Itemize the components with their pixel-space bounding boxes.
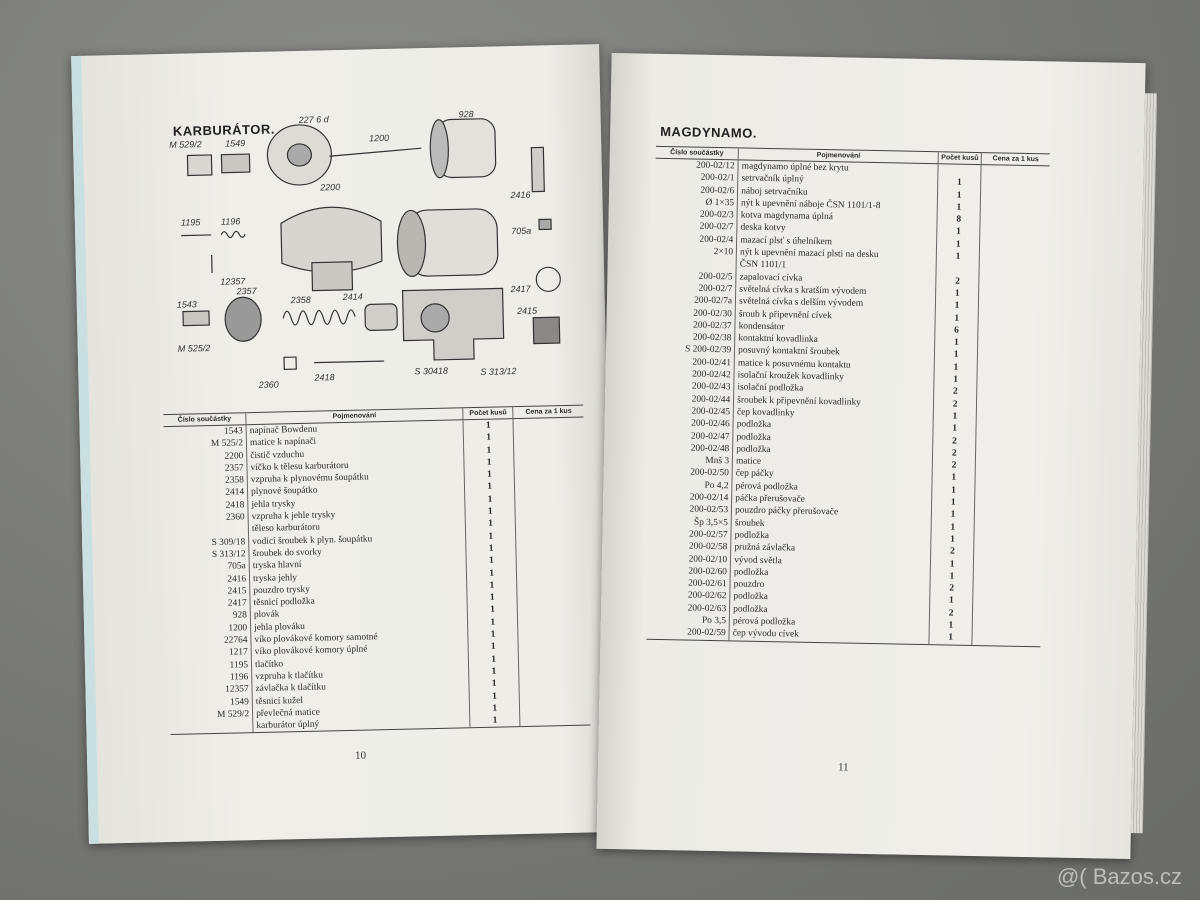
svg-text:2200: 2200 bbox=[320, 182, 341, 193]
part-count-cell: 6 bbox=[935, 324, 978, 337]
part-name-cell: posuvný kontaktní šroubek bbox=[735, 345, 935, 361]
part-name-cell: šroubek k připevnění kovadlinky bbox=[734, 394, 934, 410]
part-count-cell: 1 bbox=[931, 533, 974, 546]
part-name-cell: kontaktní kovadlinka bbox=[735, 333, 935, 349]
watermark: @( Bazos.cz bbox=[1056, 864, 1182, 889]
svg-text:1195: 1195 bbox=[180, 217, 201, 228]
part-name-cell: plynové šoupátko bbox=[247, 482, 464, 499]
part-code-cell: 1196 bbox=[229, 672, 249, 683]
part-count-cell: 1 bbox=[465, 517, 516, 530]
part-count-cell: 1 bbox=[464, 444, 515, 457]
part-count-cell: 2 bbox=[930, 607, 973, 620]
part-code-cell: 200-02/14 bbox=[689, 492, 729, 504]
svg-text:928: 928 bbox=[458, 108, 474, 120]
svg-text:S 313/12: S 313/12 bbox=[480, 366, 517, 377]
part-code-cell: 200-02/6 bbox=[700, 185, 735, 196]
part-count-cell: 1 bbox=[930, 595, 973, 608]
part-code-cell: 200-02/48 bbox=[690, 443, 730, 455]
svg-text:1200: 1200 bbox=[368, 132, 390, 144]
part-name-cell: převlečná matice bbox=[253, 703, 470, 720]
part-count-cell: 1 bbox=[467, 616, 518, 629]
part-name-cell: deska kotvy bbox=[737, 222, 937, 238]
svg-text:1549: 1549 bbox=[225, 138, 246, 149]
part-code-cell: 200-02/7 bbox=[699, 222, 734, 233]
part-code-cell: 200-02/45 bbox=[691, 406, 731, 418]
part-code-cell: 2416 bbox=[227, 573, 247, 585]
part-count-cell: 1 bbox=[933, 410, 976, 423]
part-code-cell: 200-02/46 bbox=[691, 418, 730, 430]
part-code-cell: 2418 bbox=[225, 500, 245, 511]
part-name-cell: vzpruha k jehle trysky bbox=[248, 506, 465, 523]
part-name-cell: čep kovadlinky bbox=[733, 406, 933, 422]
part-name-cell: matice k posuvnému kontaktu bbox=[734, 357, 934, 373]
part-code-cell: 1195 bbox=[229, 659, 249, 671]
part-name-cell: pouzdro bbox=[730, 578, 930, 594]
part-count-cell: 2 bbox=[936, 275, 979, 288]
part-count-cell: 2 bbox=[933, 459, 976, 472]
part-count-cell: 1 bbox=[932, 484, 975, 497]
part-count-cell: 8 bbox=[937, 213, 980, 226]
part-code-cell: S 313/12 bbox=[211, 549, 246, 560]
svg-text:S 30418: S 30418 bbox=[414, 365, 449, 377]
part-count-cell: 1 bbox=[468, 653, 519, 666]
part-name-cell: šroub k připevnění cívek bbox=[735, 308, 935, 324]
part-count-cell: 1 bbox=[470, 714, 521, 728]
part-code-cell: 200-02/1 bbox=[700, 172, 735, 184]
part-code-cell: 200-02/63 bbox=[687, 603, 727, 614]
part-code-cell: 1217 bbox=[228, 647, 248, 659]
part-name-cell: světelná cívka s delším vývodem bbox=[735, 296, 935, 312]
part-count-cell: 1 bbox=[934, 361, 977, 374]
part-code-cell: M 529/2 bbox=[216, 709, 250, 720]
part-name-cell: karburátor úplný bbox=[253, 715, 470, 733]
part-name-cell: náboj setrvačníku bbox=[738, 185, 938, 201]
part-name-cell: kondensátor bbox=[735, 320, 935, 336]
left-page-title: KARBURÁTOR. bbox=[172, 121, 276, 139]
part-code-cell: Šp 3,5×5 bbox=[693, 517, 728, 528]
part-name-cell: vývod světla bbox=[731, 554, 931, 570]
part-count-cell: 1 bbox=[466, 542, 517, 555]
part-count-cell: 1 bbox=[468, 640, 519, 653]
part-name-cell: podložka bbox=[733, 431, 933, 447]
part-count-cell: 1 bbox=[933, 422, 976, 435]
part-name-cell: podložka bbox=[731, 529, 931, 545]
part-count-cell: 1 bbox=[934, 373, 977, 386]
part-code-cell: 200-02/60 bbox=[688, 566, 728, 578]
part-code-cell: 200-02/41 bbox=[692, 357, 732, 369]
part-name-cell: jehla plováku bbox=[251, 617, 468, 634]
column-header-price: Cena za 1 kus bbox=[513, 405, 583, 419]
svg-text:2360: 2360 bbox=[258, 379, 279, 390]
part-name-cell: závlačka k tlačítku bbox=[252, 678, 469, 695]
part-count-cell: 2 bbox=[933, 447, 976, 460]
part-count-cell: 1 bbox=[464, 468, 515, 481]
part-code-cell: 22764 bbox=[223, 635, 248, 646]
part-code-cell: 2415 bbox=[227, 586, 247, 597]
part-count-cell: 1 bbox=[469, 690, 520, 703]
part-count-cell: 1 bbox=[467, 591, 518, 604]
part-count-cell: 1 bbox=[464, 481, 515, 494]
part-count-cell: 1 bbox=[929, 619, 972, 632]
part-code-cell bbox=[170, 720, 253, 735]
part-name-cell: těsnicí podložka bbox=[250, 592, 467, 609]
part-name-cell: čistič vzduchu bbox=[247, 445, 464, 462]
right-page-title: MAGDYNAMO. bbox=[660, 123, 758, 141]
part-count-cell: 1 bbox=[929, 631, 972, 645]
svg-text:227 6 d: 227 6 d bbox=[298, 114, 329, 125]
part-name-cell: pérová podložka bbox=[732, 480, 932, 496]
svg-text:2417: 2417 bbox=[510, 283, 531, 295]
part-code-cell: 200-02/53 bbox=[689, 504, 729, 516]
part-count-cell: 1 bbox=[465, 505, 516, 518]
part-code-cell: 200-02/10 bbox=[688, 554, 728, 565]
part-name-cell: magdynamo úplné bez krytu bbox=[738, 160, 938, 177]
part-name-cell: matice k napínači bbox=[246, 433, 463, 450]
svg-text:2415: 2415 bbox=[516, 305, 538, 317]
part-count-cell: 1 bbox=[465, 530, 516, 543]
part-name-cell: jehla trysky bbox=[248, 494, 465, 511]
part-code-cell: 1200 bbox=[228, 622, 248, 634]
part-count-cell: 1 bbox=[938, 177, 981, 190]
part-code-cell: Mnš 3 bbox=[705, 455, 730, 467]
part-code-cell: 200-02/61 bbox=[688, 578, 727, 590]
part-count-cell: 1 bbox=[465, 493, 516, 506]
part-name-cell: matice bbox=[732, 455, 932, 471]
part-count-cell: 2 bbox=[933, 435, 976, 448]
column-header-code: Číslo součástky bbox=[163, 413, 246, 427]
part-count-cell: 2 bbox=[930, 582, 973, 595]
part-count-cell: 1 bbox=[937, 238, 980, 251]
part-count-cell: 1 bbox=[932, 472, 975, 485]
svg-text:2414: 2414 bbox=[342, 291, 363, 302]
column-header-name: Pojmenování bbox=[738, 148, 938, 164]
part-code-cell: 200-02/7a bbox=[694, 295, 733, 307]
part-code-cell: 928 bbox=[232, 610, 248, 622]
part-name-cell: pružná závlačka bbox=[731, 542, 931, 558]
part-name-cell: vzpruha k plynovému šoupátku bbox=[247, 469, 464, 486]
part-name-cell: šroubek bbox=[731, 517, 931, 533]
part-code-cell: 200-02/4 bbox=[699, 234, 734, 246]
magdynamo-parts-table bbox=[646, 146, 1049, 647]
part-name-cell: tlačítko bbox=[251, 654, 468, 671]
part-name-cell: nýt k upevnění mazací plsti na desku bbox=[736, 246, 936, 262]
svg-text:2416: 2416 bbox=[510, 189, 531, 201]
part-count-cell: 1 bbox=[931, 558, 974, 571]
part-name-cell: ČSN 1101/1 bbox=[736, 259, 936, 275]
part-name-cell: vzpruha k tlačítku bbox=[252, 666, 469, 683]
part-price-cell bbox=[981, 165, 1050, 179]
svg-text:1543: 1543 bbox=[176, 299, 197, 310]
part-code-cell: 200-02/43 bbox=[691, 381, 731, 393]
part-count-cell: 2 bbox=[934, 386, 977, 399]
part-count-cell: 1 bbox=[468, 628, 519, 641]
part-code-cell: 2×10 bbox=[713, 247, 734, 258]
part-code-cell: 200-02/12 bbox=[696, 160, 735, 172]
svg-text:M 529/2: M 529/2 bbox=[169, 139, 202, 150]
part-code-cell: Po 4,2 bbox=[704, 480, 729, 491]
part-code-cell: Po 3,5 bbox=[701, 615, 727, 627]
part-count-cell: 1 bbox=[930, 570, 973, 583]
part-name-cell: plovák bbox=[250, 605, 467, 622]
part-name-cell: napínač Bowdenu bbox=[246, 420, 463, 438]
part-count-cell: 1 bbox=[935, 312, 978, 325]
part-count-cell: 1 bbox=[938, 189, 981, 202]
part-count-cell: 2 bbox=[931, 545, 974, 558]
part-name-cell: podložka bbox=[730, 603, 930, 619]
part-name-cell: mazací plsť s úhelníkem bbox=[737, 234, 937, 250]
part-code-cell: 2360 bbox=[225, 512, 245, 523]
part-code-cell: 200-02/44 bbox=[691, 394, 731, 405]
part-name-cell: pouzdro trysky bbox=[250, 580, 467, 597]
svg-text:M 525/2: M 525/2 bbox=[177, 343, 211, 354]
part-name-cell: pérová podložka bbox=[729, 615, 929, 631]
part-name-cell: kotva magdynama úplná bbox=[737, 210, 937, 226]
part-code-cell: 1549 bbox=[230, 696, 249, 708]
part-name-cell: těleso karburátoru bbox=[248, 519, 465, 536]
part-name-cell: podložka bbox=[730, 566, 930, 582]
part-name-cell: podložka bbox=[730, 591, 930, 607]
part-code-cell: M 525/2 bbox=[210, 438, 244, 450]
part-code-cell: 200-02/59 bbox=[646, 626, 729, 640]
part-code-cell: 200-02/58 bbox=[688, 541, 728, 553]
part-count-cell: 1 bbox=[469, 665, 520, 678]
part-count-cell bbox=[938, 164, 981, 178]
part-name-cell: isolační podložka bbox=[734, 382, 934, 398]
left-page bbox=[71, 44, 617, 844]
part-count-cell: 1 bbox=[937, 226, 980, 239]
svg-text:705a: 705a bbox=[511, 225, 532, 237]
part-name-cell: šroubek do svorky bbox=[249, 543, 466, 560]
part-name-cell: nýt k upevnění náboje ČSN 1101/1-8 bbox=[737, 197, 937, 213]
part-code-cell: 200-02/5 bbox=[698, 271, 733, 282]
part-code-cell: S 309/18 bbox=[211, 536, 246, 548]
part-code-cell: 200-02/62 bbox=[687, 590, 727, 602]
carburetor-parts-table bbox=[163, 405, 590, 736]
page-number: 11 bbox=[837, 761, 849, 774]
part-code-cell: 200-02/42 bbox=[692, 369, 731, 381]
column-header-count: Počet kusů bbox=[938, 152, 981, 165]
part-count-cell: 1 bbox=[937, 250, 980, 263]
part-count-cell: 1 bbox=[466, 554, 517, 567]
part-name-cell: páčka přerušovače bbox=[732, 492, 932, 508]
part-code-cell: 200-02/57 bbox=[688, 529, 728, 541]
part-code-cell: 2417 bbox=[227, 598, 247, 609]
part-name-cell: isolační kroužek kovadlinky bbox=[734, 369, 934, 385]
part-code-cell: 200-02/37 bbox=[693, 320, 732, 332]
part-code-cell: 200-02/38 bbox=[692, 332, 732, 344]
part-count-cell: 1 bbox=[936, 287, 979, 300]
part-name-cell: čep vývodu cívek bbox=[729, 628, 929, 645]
svg-text:2358: 2358 bbox=[290, 294, 311, 306]
part-count-cell: 1 bbox=[932, 496, 975, 509]
part-code-cell: 200-02/30 bbox=[693, 308, 732, 319]
part-price-cell bbox=[520, 713, 590, 727]
part-count-cell: 2 bbox=[934, 398, 977, 411]
part-name-cell: těsnicí kužel bbox=[252, 691, 469, 708]
part-code-cell: 200-02/7 bbox=[698, 283, 733, 295]
part-count-cell bbox=[936, 263, 979, 276]
column-header-price: Cena za 1 kus bbox=[981, 153, 1050, 166]
part-code-cell: 200-02/47 bbox=[690, 431, 730, 442]
svg-text:1196: 1196 bbox=[220, 216, 241, 227]
part-name-cell: pouzdro páčky přerušovače bbox=[731, 505, 931, 521]
part-code-cell: Ø 1×35 bbox=[705, 197, 735, 209]
part-code-cell: 2357 bbox=[224, 463, 244, 474]
page-number: 10 bbox=[354, 749, 367, 762]
part-count-cell: 1 bbox=[467, 579, 518, 592]
part-count-cell: 1 bbox=[935, 349, 978, 362]
svg-text:2418: 2418 bbox=[314, 372, 335, 383]
column-header-count: Počet kusů bbox=[463, 407, 514, 420]
svg-text:2357: 2357 bbox=[236, 285, 257, 297]
part-name-cell: vodicí šroubek k plyn. šoupátku bbox=[249, 531, 466, 548]
part-count-cell: 1 bbox=[936, 299, 979, 312]
part-name-cell: podložka bbox=[733, 419, 933, 435]
carburetor-exploded-diagram bbox=[169, 107, 575, 404]
part-name-cell: podložka bbox=[733, 443, 933, 459]
part-count-cell: 1 bbox=[935, 336, 978, 349]
part-count-cell: 1 bbox=[932, 508, 975, 521]
part-count-cell: 1 bbox=[467, 604, 518, 617]
part-count-cell: 1 bbox=[466, 567, 517, 580]
part-count-cell: 1 bbox=[464, 456, 515, 469]
part-name-cell: čep páčky bbox=[732, 468, 932, 484]
part-code-cell: 2414 bbox=[225, 487, 245, 499]
part-count-cell: 1 bbox=[463, 431, 514, 444]
part-price-cell bbox=[972, 632, 1041, 646]
right-page bbox=[596, 53, 1145, 859]
part-name-cell: světelná cívka s kratším vývodem bbox=[736, 283, 936, 299]
part-count-cell: 1 bbox=[931, 521, 974, 534]
part-code-cell: 2358 bbox=[224, 475, 244, 486]
part-name-cell: tryska jehly bbox=[249, 568, 466, 585]
part-code-cell: 705a bbox=[227, 561, 246, 572]
part-code-cell: 12357 bbox=[225, 684, 249, 695]
part-count-cell: 1 bbox=[937, 201, 980, 214]
part-code-cell: 2200 bbox=[224, 450, 244, 462]
part-name-cell: víčko k tělesu karburátoru bbox=[247, 457, 464, 474]
part-code-cell: 200-02/3 bbox=[699, 209, 734, 221]
part-code-cell: 1543 bbox=[223, 426, 243, 437]
column-header-code: Číslo součástky bbox=[656, 146, 739, 160]
part-name-cell: tryska hlavní bbox=[249, 556, 466, 573]
part-count-cell: 1 bbox=[469, 677, 520, 690]
part-count-cell: 1 bbox=[463, 419, 514, 433]
part-count-cell: 1 bbox=[469, 702, 520, 715]
svg-text:12357: 12357 bbox=[220, 276, 246, 287]
part-code-cell: S 200-02/39 bbox=[684, 344, 732, 356]
part-name-cell: víko plovákové komory samotné bbox=[251, 629, 468, 646]
part-name-cell: víko plovákové komory úplné bbox=[251, 642, 468, 659]
part-name-cell: setrvačník úplný bbox=[738, 173, 938, 189]
column-header-name: Pojmenování bbox=[246, 408, 463, 425]
part-name-cell: zapalovací cívka bbox=[736, 271, 936, 287]
part-code-cell: 200-02/50 bbox=[690, 467, 729, 479]
